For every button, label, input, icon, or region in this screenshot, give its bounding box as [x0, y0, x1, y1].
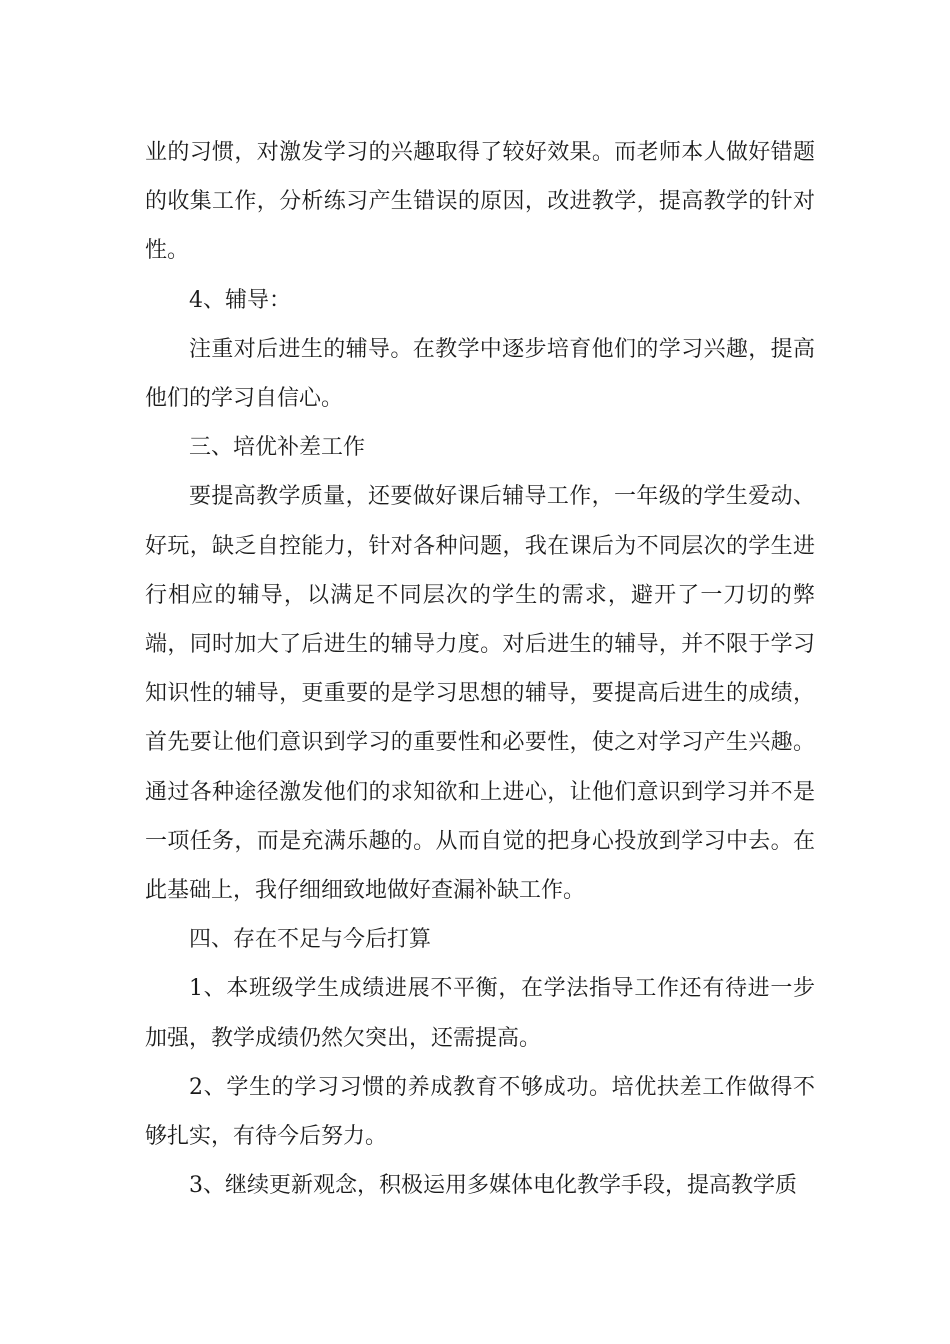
heading-tutoring: 4、辅导：: [189, 287, 291, 313]
paragraph-habits-continued: 业的习惯，对激发学习的兴趣取得了较好效果。而老师本人做好错题的收集工作，分析练习产生错误的原因，改进教学，提高教学的针对性。: [145, 140, 815, 264]
paragraph-tutoring: 注重对后进生的辅导。在教学中逐步培育他们的学习兴趣，提高他们的学习自信心。: [145, 336, 815, 412]
section-heading-4: 四、存在不足与今后打算: [189, 927, 432, 953]
paragraph-plan-3: 3、继续更新观念，积极运用多媒体电化教学手段，提高教学质: [189, 1173, 797, 1199]
document-body: [145, 128, 815, 1210]
paragraph-shortcoming-1: 1、本班级学生成绩进展不平衡，在学法指导工作还有待进一步加强，教学成绩仍然欠突出，还需提高。: [145, 976, 815, 1051]
section-heading-3: 三、培优补差工作: [189, 435, 366, 461]
paragraph-shortcoming-2: 2、学生的学习习惯的养成教育不够成功。培优扶差工作做得不够扎实，有待今后努力。: [145, 1074, 815, 1150]
paragraph-remedial-work: 要提高教学质量，还要做好课后辅导工作，一年级的学生爱动、好玩，缺乏自控能力，针对各种问题，我在课后为不同层次的学生进行相应的辅导，以满足不同层次的学生的需求，避开了一刀切的弊端，同时加大了后进生的辅导力度。对后进生的辅导，并不限于学习知识性的辅导，更重要的是学习思想的辅导，要提高后进生的成绩，首先要让他们意识到学习的重要性和必要性，使之对学习产生兴趣。通过各种途径激发他们的求知欲和上进心，让他们意识到学习并不是一项任务，而是充满乐趣的。从而自觉的把身心投放到学习中去。在此基础上，我仔细细致地做好查漏补缺工作。: [145, 484, 815, 904]
